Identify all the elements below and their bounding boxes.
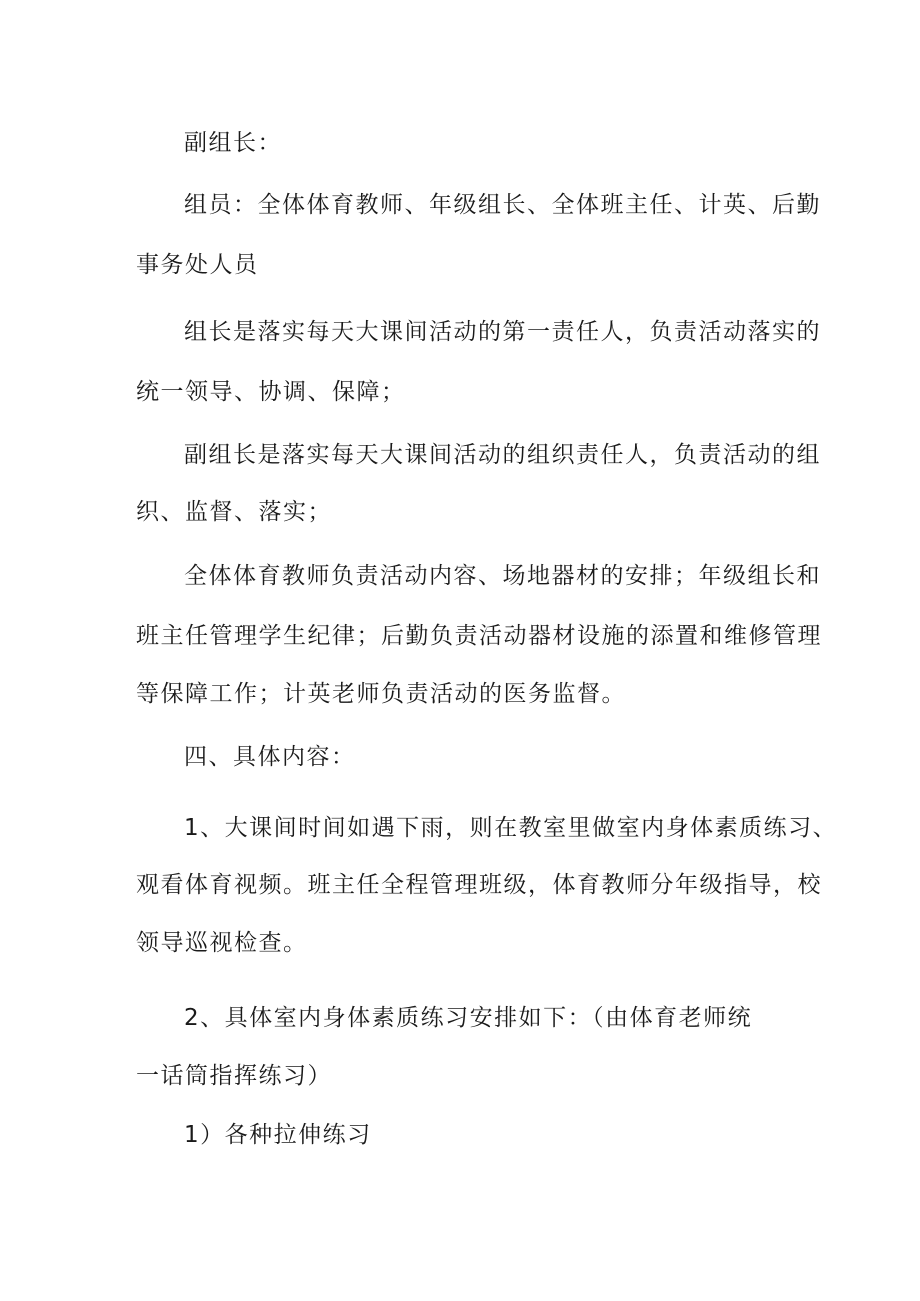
item-2-line-2: 一话筒指挥练习） [136, 1063, 332, 1089]
members-line-2: 事务处人员 [136, 252, 259, 278]
item-1-line-3: 领导巡视检查。 [136, 930, 308, 956]
leader-duty-line-2: 统一领导、协调、保障； [136, 379, 406, 405]
vice-leader-duty-line-1: 副组长是落实每天大课间活动的组织责任人，负责活动的组 [184, 442, 821, 468]
staff-duty-line-3: 等保障工作；计英老师负责活动的医务监督。 [136, 681, 626, 707]
members-line-1: 组员：全体体育教师、年级组长、全体班主任、计英、后勤 [184, 192, 821, 218]
vice-leader-heading: 副组长： [184, 130, 282, 156]
staff-duty-line-1: 全体体育教师负责活动内容、场地器材的安排；年级组长和 [184, 563, 821, 589]
staff-duty-line-2: 班主任管理学生纪律；后勤负责活动器材设施的添置和维修管理 [136, 623, 822, 649]
item-1-line-2: 观看体育视频。班主任全程管理班级，体育教师分年级指导，校 [136, 872, 822, 898]
leader-duty-line-1: 组长是落实每天大课间活动的第一责任人，负责活动落实的 [184, 319, 821, 345]
section-four-heading: 四、具体内容： [184, 744, 356, 770]
item-1-line-1: 1、大课间时间如遇下雨，则在教室里做室内身体素质练习、 [184, 815, 838, 841]
sub-item-1: 1）各种拉伸练习 [184, 1122, 372, 1148]
vice-leader-duty-line-2: 织、监督、落实； [136, 499, 332, 525]
item-2-line-1: 2、具体室内身体素质练习安排如下：（由体育老师统 [184, 1005, 753, 1031]
